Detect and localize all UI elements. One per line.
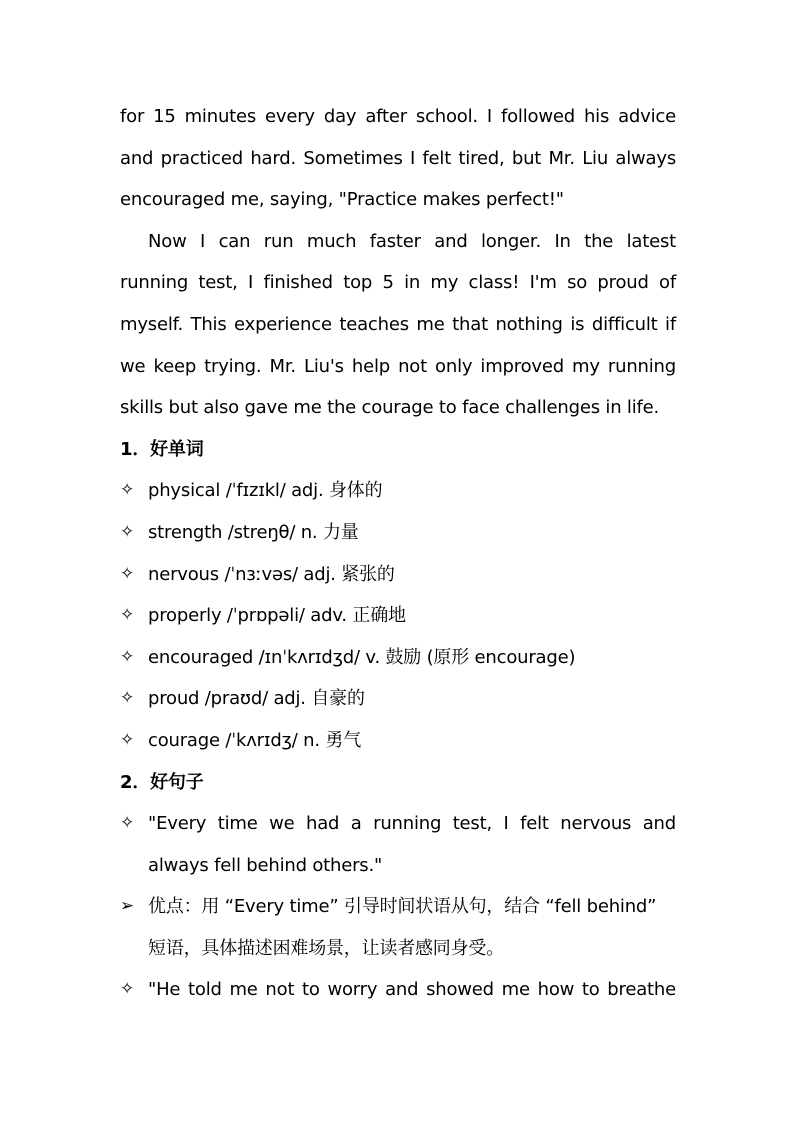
sparkle-bullet-icon: ✧ [120, 646, 135, 667]
sparkle-bullet-icon: ✧ [120, 979, 135, 1000]
sentence-text: "He told me not to worry and showed me how to breathe [148, 979, 676, 1001]
sparkle-bullet-icon: ✧ [120, 605, 135, 626]
sparkle-bullet-icon: ✧ [120, 688, 135, 709]
sentence-continuation: always fell behind others." [148, 854, 383, 876]
good-words-section [120, 429, 676, 762]
paragraph-line: Now I can run much faster and longer. In the latest [148, 230, 676, 252]
paragraph-2 [120, 221, 676, 429]
sentence-text: "Every time we had a running test, I felt nervous and [148, 813, 676, 835]
word-entry: nervous /ˈnɜːvəs/ adj. 紧张的 [148, 563, 395, 585]
word-item [120, 720, 676, 762]
comment-item [120, 886, 676, 928]
paragraph-line: myself. This experience teaches me that nothing is difficult if [120, 313, 676, 335]
sparkle-bullet-icon: ✧ [120, 813, 135, 834]
word-item [120, 470, 676, 512]
paragraph-line: skills but also gave me the courage to face challenges in life. [120, 397, 660, 419]
document-page [120, 96, 676, 1011]
section-heading: 1．好单词 [120, 438, 204, 460]
comment-continuation: 短语，具体描述困难场景，让读者感同身受。 [148, 937, 504, 959]
word-item [120, 678, 676, 720]
paragraph-1 [120, 96, 676, 221]
word-item [120, 512, 676, 554]
word-entry: strength /streŋθ/ n. 力量 [148, 521, 359, 543]
section-heading: 2．好句子 [120, 771, 204, 793]
word-item [120, 595, 676, 637]
sparkle-bullet-icon: ✧ [120, 729, 135, 750]
good-sentences-section [120, 762, 676, 1012]
word-entry: proud /praʊd/ adj. 自豪的 [148, 688, 365, 710]
sentence-item [120, 969, 676, 1011]
paragraph-line: encouraged me, saying, "Practice makes perfect!" [120, 189, 564, 211]
word-entry: physical /ˈfɪzɪkl/ adj. 身体的 [148, 480, 383, 502]
sentence-item [120, 803, 676, 845]
comment-text: 优点：用 “Every time” 引导时间状语从句，结合 “fell behind” [148, 896, 657, 918]
paragraph-line: running test, I finished top 5 in my class! I'm so proud of [120, 272, 676, 294]
paragraph-line: we keep trying. Mr. Liu's help not only improved my running [120, 355, 676, 377]
word-entry: properly /ˈprɒpəli/ adv. 正确地 [148, 605, 406, 627]
word-item [120, 554, 676, 596]
word-entry: courage /ˈkʌrɪdʒ/ n. 勇气 [148, 729, 362, 751]
word-entry: encouraged /ɪnˈkʌrɪdʒd/ v. 鼓励 (原形 encourage) [148, 646, 576, 668]
arrow-bullet-icon: ➢ [120, 896, 135, 917]
paragraph-line: for 15 minutes every day after school. I followed his advice [120, 106, 676, 127]
sparkle-bullet-icon: ✧ [120, 563, 135, 584]
word-item [120, 637, 676, 679]
sparkle-bullet-icon: ✧ [120, 480, 135, 501]
sparkle-bullet-icon: ✧ [120, 521, 135, 542]
paragraph-line: and practiced hard. Sometimes I felt tired, but Mr. Liu always [120, 147, 676, 169]
